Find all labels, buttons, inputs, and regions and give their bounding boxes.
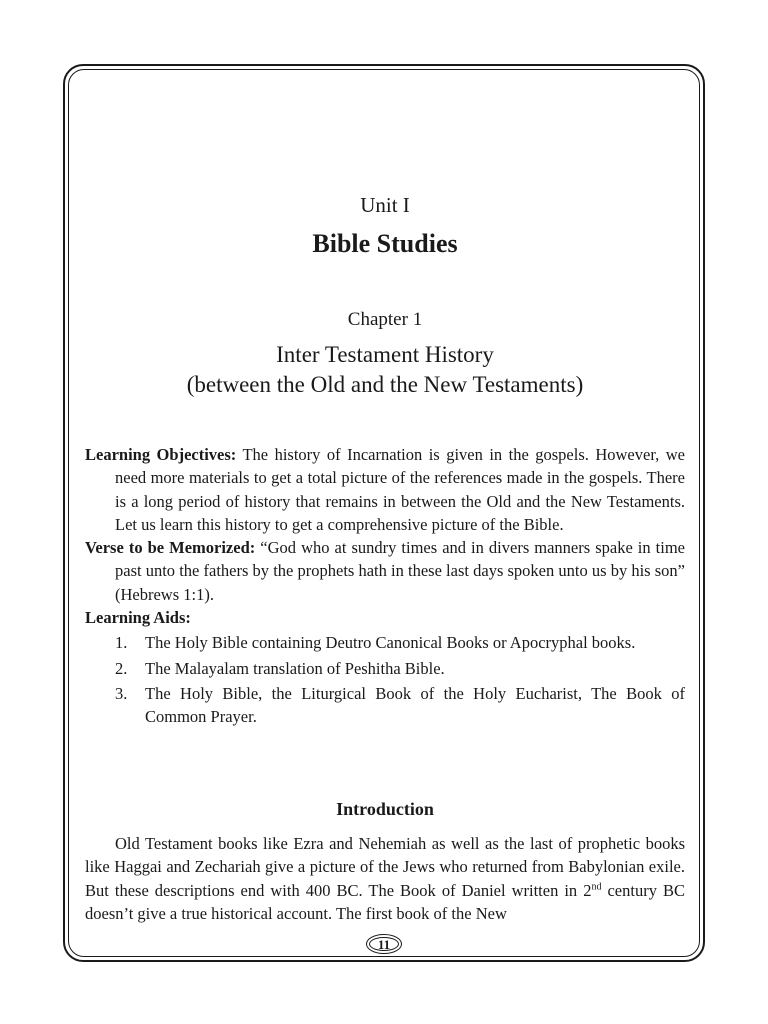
- list-item-text: The Holy Bible containing Deutro Canonical Books or Apocryphal books.: [145, 633, 636, 653]
- verse-to-memorize: [85, 536, 685, 606]
- verse-label: Verse to be Memorized:: [85, 538, 256, 558]
- unit-title: Bible Studies: [312, 229, 458, 258]
- introduction-heading: Introduction: [336, 799, 434, 819]
- list-item-text: The Holy Bible, the Liturgical Book of the Holy Eucharist, The Book of Common Prayer.: [145, 683, 685, 727]
- chapter-title-line2: (between the Old and the New Testaments): [186, 372, 584, 397]
- chapter-title-line1: Inter Testament History: [276, 342, 494, 367]
- chapter-front-matter: [85, 443, 685, 731]
- introduction-paragraph: [85, 832, 685, 925]
- verse-text: “God who at sundry times and in divers manners spake in time past unto the fathers by the prophets hath in these last days spoken unto us by his son” (Hebrews 1:1).: [115, 538, 685, 604]
- learning-objectives-text: The history of Incarnation is given in the gospels. However, we need more materials to get a total picture of the references made in the gospels. There is a long period of history that remains in between the Old and the New Testaments. Let us learn this history to get a comprehensive picture of the Bible.: [115, 445, 685, 534]
- list-item: [85, 682, 685, 729]
- learning-aids-list: [85, 631, 685, 728]
- ordinal-superscript: nd: [591, 881, 602, 893]
- list-item-number: 2.: [115, 658, 128, 678]
- list-item-number: 3.: [115, 683, 128, 703]
- unit-label: Unit I: [360, 193, 410, 217]
- introduction-text-part2: century BC doesn’t give a true historical account. The first book of the New: [85, 880, 685, 923]
- introduction-text-part1: Old Testament books like Ezra and Nehemiah as well as the last of prophetic books like Haggai and Zechariah give a picture of the Jews who returned from Babylonian exile. But these descriptions end with 400 BC. The Book of Daniel written in 2: [85, 834, 685, 900]
- chapter-title: [85, 340, 685, 400]
- page-number: 11: [369, 937, 399, 951]
- learning-aids-heading: Learning Aids:: [85, 608, 191, 628]
- learning-objectives-label: Learning Objectives:: [85, 445, 237, 464]
- list-item: [85, 657, 685, 680]
- list-item-text: The Malayalam translation of Peshitha Bible.: [145, 658, 445, 678]
- list-item-number: 1.: [115, 633, 128, 653]
- chapter-label: Chapter 1: [347, 309, 423, 330]
- list-item: [85, 631, 685, 654]
- page-number-badge: [366, 934, 402, 954]
- learning-objectives: [85, 443, 685, 536]
